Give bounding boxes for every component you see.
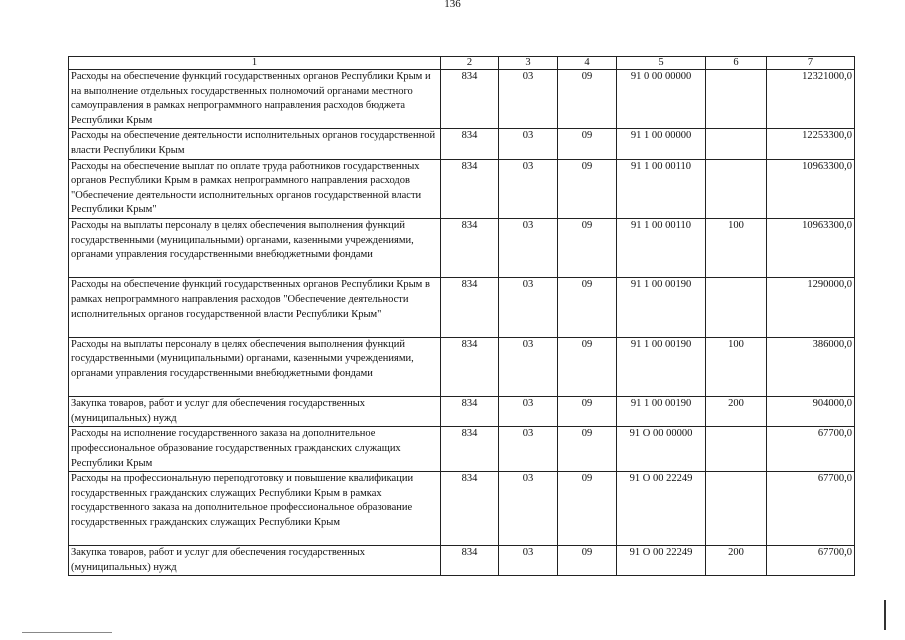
cell-amount: 10963300,0 — [767, 159, 855, 218]
cell-subsection: 09 — [558, 129, 617, 159]
table-row — [69, 129, 855, 159]
table-row — [69, 278, 855, 337]
cell-type — [706, 70, 767, 129]
cell-text: Расходы на обеспечение функций государственных органов Республики Крым и на выполнение отдельных государственных полномочий органами местного самоуправления в рамках непрограммного направления расходов бюджета Республики Крым — [69, 70, 441, 129]
cell-code: 834 — [441, 129, 499, 159]
cell-target: 91 0 00 00000 — [617, 70, 706, 129]
cell-subsection: 09 — [558, 159, 617, 218]
column-header: 4 — [558, 57, 617, 70]
cell-text: Расходы на обеспечение деятельности исполнительных органов государственной власти Республики Крым — [69, 129, 441, 159]
cell-target: 91 1 00 00110 — [617, 159, 706, 218]
cell-section: 03 — [499, 70, 558, 129]
cell-target: 91 1 00 00000 — [617, 129, 706, 159]
cell-text: Закупка товаров, работ и услуг для обеспечения государственных (муниципальных) нужд — [69, 397, 441, 427]
cell-text: Расходы на выплаты персоналу в целях обеспечения выполнения функций государственными (муниципальными) органами, казенными учреждениями, органами управления государственными внебюджетными фондами — [69, 218, 441, 277]
cell-code: 834 — [441, 546, 499, 576]
cell-text: Расходы на выплаты персоналу в целях обеспечения выполнения функций государственными (муниципальными) органами, казенными учреждениями, органами управления государственными внебюджетными фондами — [69, 337, 441, 396]
cell-section: 03 — [499, 129, 558, 159]
column-header: 2 — [441, 57, 499, 70]
cell-type — [706, 278, 767, 337]
cell-target: 91 О 00 22249 — [617, 472, 706, 546]
cell-amount: 67700,0 — [767, 472, 855, 546]
cell-code: 834 — [441, 278, 499, 337]
cell-code: 834 — [441, 397, 499, 427]
table-row — [69, 472, 855, 546]
cell-code: 834 — [441, 70, 499, 129]
cell-subsection: 09 — [558, 472, 617, 546]
cell-subsection: 09 — [558, 218, 617, 277]
cell-text: Расходы на обеспечение функций государственных органов Республики Крым в рамках непрограммного направления расходов "Обеспечение деятельности исполнительных органов государственной власти Республики Крым" — [69, 278, 441, 337]
column-header: 6 — [706, 57, 767, 70]
cell-code: 834 — [441, 337, 499, 396]
cell-subsection: 09 — [558, 337, 617, 396]
cell-subsection: 09 — [558, 70, 617, 129]
table-row — [69, 337, 855, 396]
table-row — [69, 427, 855, 472]
cell-section: 03 — [499, 397, 558, 427]
cell-type — [706, 129, 767, 159]
cell-amount: 904000,0 — [767, 397, 855, 427]
table-row — [69, 546, 855, 576]
cell-code: 834 — [441, 427, 499, 472]
table-row — [69, 159, 855, 218]
cell-text: Закупка товаров, работ и услуг для обеспечения государственных (муниципальных) нужд — [69, 546, 441, 576]
cell-amount: 67700,0 — [767, 427, 855, 472]
cell-target: 91 1 00 00190 — [617, 397, 706, 427]
cell-type: 200 — [706, 546, 767, 576]
column-header: 3 — [499, 57, 558, 70]
cell-amount: 386000,0 — [767, 337, 855, 396]
scan-edge-mark — [22, 632, 112, 633]
cell-subsection: 09 — [558, 427, 617, 472]
cell-target: 91 1 00 00190 — [617, 278, 706, 337]
budget-table — [68, 56, 855, 576]
cell-type: 100 — [706, 218, 767, 277]
cell-target: 91 О 00 00000 — [617, 427, 706, 472]
table-row — [69, 397, 855, 427]
cell-type: 100 — [706, 337, 767, 396]
cell-amount: 12321000,0 — [767, 70, 855, 129]
cell-section: 03 — [499, 337, 558, 396]
cell-code: 834 — [441, 472, 499, 546]
cell-code: 834 — [441, 159, 499, 218]
cell-subsection: 09 — [558, 546, 617, 576]
cell-section: 03 — [499, 546, 558, 576]
cell-target: 91 О 00 22249 — [617, 546, 706, 576]
cell-section: 03 — [499, 159, 558, 218]
cell-target: 91 1 00 00190 — [617, 337, 706, 396]
table-header-row — [69, 57, 855, 70]
cell-target: 91 1 00 00110 — [617, 218, 706, 277]
column-header: 1 — [69, 57, 441, 70]
cell-amount: 1290000,0 — [767, 278, 855, 337]
cell-type — [706, 472, 767, 546]
cell-amount: 12253300,0 — [767, 129, 855, 159]
cell-section: 03 — [499, 278, 558, 337]
column-header: 5 — [617, 57, 706, 70]
cell-section: 03 — [499, 427, 558, 472]
cell-amount: 10963300,0 — [767, 218, 855, 277]
cell-amount: 67700,0 — [767, 546, 855, 576]
page-number: 136 — [444, 0, 461, 8]
table-row — [69, 218, 855, 277]
cell-code: 834 — [441, 218, 499, 277]
cell-subsection: 09 — [558, 278, 617, 337]
cell-text: Расходы на исполнение государственного заказа на дополнительное профессиональное образование государственных гражданских служащих Республики Крым — [69, 427, 441, 472]
cell-type: 200 — [706, 397, 767, 427]
cell-type — [706, 159, 767, 218]
cell-text: Расходы на обеспечение выплат по оплате труда работников государственных органов Республики Крым в рамках непрограммного направления расходов "Обеспечение деятельности исполнительных органов государственной власти Республики Крым" — [69, 159, 441, 218]
cell-subsection: 09 — [558, 397, 617, 427]
table-row — [69, 70, 855, 129]
cell-section: 03 — [499, 218, 558, 277]
cell-text: Расходы на профессиональную переподготовку и повышение квалификации государственных гражданских служащих Республики Крым в рамках государственного заказа на дополнительное профессиональное образование государственных гражданских служащих Республики Крым — [69, 472, 441, 546]
cell-type — [706, 427, 767, 472]
cell-section: 03 — [499, 472, 558, 546]
scan-edge-mark — [884, 600, 886, 630]
column-header: 7 — [767, 57, 855, 70]
